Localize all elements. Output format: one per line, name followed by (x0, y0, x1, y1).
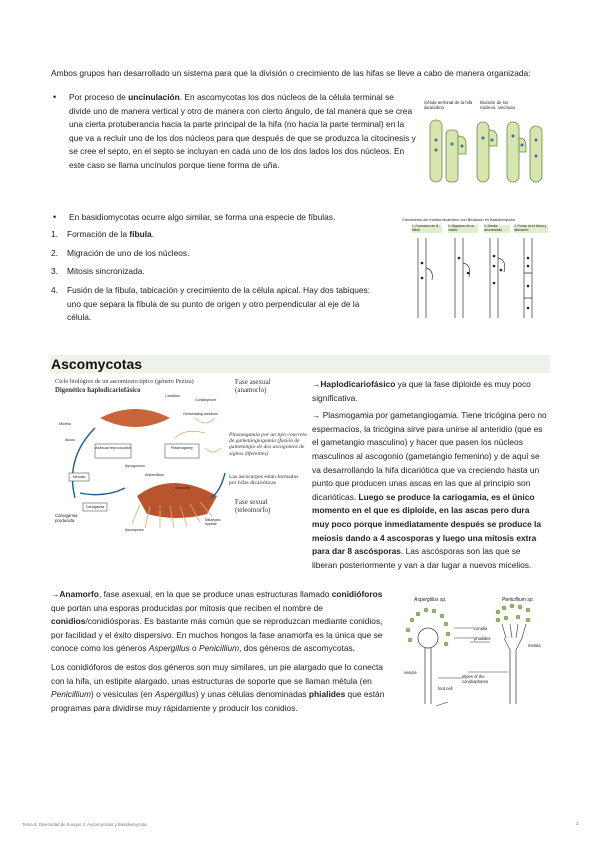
uncinulo-drawing (422, 100, 550, 188)
fig-conidia-label: conidia (474, 626, 488, 631)
cycle-label-asexual: Asexual reproduction (95, 446, 131, 450)
step-number: 2. (51, 248, 58, 258)
cycle-label-cariogamia: Cariogamia (85, 505, 105, 509)
uncinulacion-pre: Por proceso de (69, 92, 129, 102)
conidiophore-drawing (398, 590, 550, 716)
conidioforos-term: conidióforos (331, 589, 383, 599)
life-cycle-figure (55, 378, 305, 538)
cycle-label-ascospores: Ascospores (125, 528, 144, 532)
cycle-label-micelio: Micelio (59, 422, 71, 426)
step-3 (51, 265, 391, 279)
section-title-ascomycotas: Ascomycotas (50, 355, 550, 373)
fig-aspergillus-label: Aspergillus sp. (414, 597, 447, 603)
basidio-item (51, 211, 401, 225)
cycle-label-cariogamia-producida: Cariogamia producida (55, 513, 78, 523)
cycle-label-conidios: Conidios (165, 394, 180, 398)
genus-penicillium: Penicillium (199, 643, 240, 654)
cycle-title-2: Digenético haplodicariofásico (55, 387, 141, 394)
step-text: Mitosis sincronizada. (67, 266, 145, 276)
cycle-label-plasmogamy: Plasmogamy (171, 446, 193, 450)
cycle-label-germinating: Germinating conidium (183, 412, 218, 416)
page-number: 2 (576, 822, 579, 827)
uncinulacion-text: . En ascomycotas los dos núcleos de la célula terminal se divide uno de manera vertical y otro de manera con cierto ángulo, de tal manera que se crea una cierta protuberancia hacia la parte principal de la hifa (no hacia la parte terminal) en la que va a recluir uno de los dos núcleos para que después de que se produzca la citocinesis y se cree el septo, en el septo se incluyan en cada uno de los dos lados los dos núcleos. En este caso se llama uncínulos porque tiene forma de uña. (69, 92, 416, 170)
genus-penicillium: Penicillium (51, 689, 92, 700)
uncinulo-label-left: Célula terminal de la hifa dicariótica (424, 100, 473, 110)
haplo-block: →Haplodicariofásico ya que la fase diploide es muy poco significativa. → Plasmogamia por gametangiogamia. Tiene tricógina pero no espermacios, la tricógina sirve para unirse al anteridio (que es el gametangio masculino) y hacer que pasen los núcleos masculinos al ascogonio (gametangio femenino) y de aquí se va desarrollando la hifa dicariótica que va creciendo hasta un punto que producen unas ascas en las que al principio son dicarióticas. Luego se produce la cariogamia, es el único momento en el que es diploide, en las ascas pero dura muy poco porque inmediatamente después se produce la meiosis dando a 4 ascosporas y luego una mitosis extra para dar 8 ascósporas. Las ascósporas son las que se liberan posteriormente y van a dar lugar a nuevos micelios. (312, 379, 547, 570)
uncinulo-figure (422, 100, 550, 188)
step-number: 3. (51, 266, 58, 276)
step-number: 4. (51, 285, 58, 295)
cycle-label-conidiophore: Conidiophore (195, 398, 217, 402)
genus-aspergillus: Aspergillus (148, 643, 190, 654)
text: , fase asexual, en la que se produce unas estructuras llamado (98, 589, 332, 599)
text: Los conidióforos de estos dos géneros son muy similares, un pie alargado que lo conecta con la hifa, un estipite alargado, unas estructuras de soporte que se llaman métula (en (51, 661, 383, 686)
cycle-plasmogamia-note: Plasmogamia por un tipo concreto de gametangiogamia (fusión de gametangio de dos ascogonios de signos diferentes) (229, 432, 307, 457)
cycle-label-ascus: Ascus (65, 438, 75, 442)
step-text: Fusión de la fíbula, tabicación y crecimiento de la célula apical. Hay dos tabiques: uno que separa la fíbula de su punto de origen y otro perpendicular al eje de la célula. (67, 285, 371, 323)
fig-metula-label: metula (528, 643, 541, 648)
plasmo-text: → Plasmogamia por gametangiogamia. Tiene tricógina pero no espermacios, la tricógina sirve para unirse al anteridio (que es el gametangio masculino) y hacer que pasen los núcleos masculinos al ascogonio (gametangio femenino) y de aquí se va desarrollando la hifa dicariótica que va creciendo hasta un punto que producen unas ascas en las que al principio son dicarióticas. (312, 410, 547, 502)
fibula-step-3: 3. Mitosis sincronizada (484, 225, 510, 233)
genus-aspergillus: Aspergillus (154, 689, 196, 700)
cycle-fase-asexual: Fase asexual (anamorfo) (235, 378, 271, 394)
haplo-text: ya que la fase diploide es muy poco significativa. (312, 379, 531, 403)
cycle-title-1: Ciclo biológico de un ascomiceto típico (género Peziza) (55, 378, 194, 385)
uncinulo-label-right: División de los núcleos. Uncínulo (480, 100, 515, 110)
fibula-step-4: 4. Fusión de la fíbula y tabicación (514, 224, 547, 232)
plasmo-post: . Las ascósporas son las que se liberan posteriormente y van a dar lugar a nuevos micelios. (312, 546, 532, 570)
cycle-drawing (55, 378, 305, 538)
anamorfo-term: Anamorfo (59, 589, 99, 599)
text: , dos géneros de ascomycotas. (239, 643, 355, 654)
plasmo-bold: Luego se produce la cariogamia, es el único momento en el que es diploide, en las ascas pero dura muy poco porque inmediatamente después se produce la meiosis dando a 4 ascosporas y luego una mitosis extra para dar 8 ascósporas (312, 491, 541, 557)
fig-stipes-label: stipes of the conidiophores (462, 674, 489, 684)
step-post: . (151, 229, 155, 239)
bullet: • (53, 92, 57, 102)
fibula-drawing (400, 218, 550, 318)
step-number: 1. (51, 229, 58, 239)
bullet: • (53, 212, 57, 222)
cycle-label-meiosis: Meiosis (72, 475, 86, 479)
step-1 (51, 228, 391, 242)
intro-text: Ambos grupos han desarrollado un sistema para que la división o crecimiento de las hifas se lleve a cabo de manera organizada: (51, 68, 531, 78)
step-text: Formación de la (67, 229, 130, 239)
fig-vesicle-label: vesicle (404, 670, 417, 675)
uncinulacion-term: uncinulación (128, 92, 180, 102)
fig-phialides-label: phialides (474, 636, 491, 641)
basidio-text: En basidiomycotas ocurre algo similar, se forma una especie de fíbulas. (69, 212, 336, 222)
conidios-term: conidios (51, 616, 86, 627)
text: que portan una esporas producidas por mitosis que reciben el nombre de (51, 602, 323, 613)
uncinulacion-item (51, 91, 416, 173)
text: o (189, 643, 200, 654)
cycle-label-dikaryotic: Dikaryotic hyphae (205, 518, 221, 526)
step-2 (51, 247, 391, 261)
conidiophore-figure (398, 590, 550, 716)
step-bold: fíbula (129, 229, 152, 239)
cycle-label-antheridium: Antheridium (145, 473, 165, 477)
fibula-title: Crecimiento del micelio dicariótico con fibulación en Basidiomycota (402, 218, 515, 222)
haplo-term: Haplodicariofásico (320, 379, 396, 389)
anamorfo-block: →Anamorfo, fase asexual, en la que se produce unas estructuras llamado conidióforos que portan una esporas producidas por mitosis que reciben el nombre de conidios/conidiósporas. Es bastante más común que se reproduzcan mediante conidios, por facilidad y el éxito dispersivo. En muchos hongos la fase anamorfa es la única que se conoce como los géneros Aspergillus o Penicillium, dos géneros de ascomycotas. Los conidióforos de estos dos géneros son muy similares, un pie alargado que lo conecta con la hifa, un estipite alargado, unas estructuras de soporte que se llaman métula (en Penicillium) o vesículas (en Aspergillus) y unas células denominadas phialides que están programas para dividirse muy rápidamente y producir los conidios. (51, 589, 385, 713)
fig-footcell-label: foot cell (438, 686, 453, 691)
text: que están programas para dividirse muy rápidamente y producir los conidios. (51, 689, 385, 713)
fibula-figure (400, 218, 550, 318)
fibula-step-1: 1. Formación de la fíbula (412, 225, 442, 233)
text: ) o vesículas (en (91, 689, 155, 700)
phialides-term: phialides (308, 689, 346, 700)
text: /conidiósporas. Es bastante más común que se reproduzcan mediante conidios, por facilidad y el éxito dispersivo. En muchos hongos la fase anamorfa es la única que se conoce como los géneros (51, 616, 383, 654)
cycle-label-ascogonium: Ascogonium (125, 464, 145, 468)
fig-penicillium-label: Penicillium sp. (502, 597, 534, 603)
footer-text: Tema 6: Diversidad de hongos II, Ascomycotas y Basidiomycota. (22, 822, 148, 827)
cycle-hifas-note: Las ascocarpos están formados por hifas dicarióticas (229, 474, 299, 487)
cycle-label-ascocarp: Ascocarp (175, 486, 190, 490)
step-4 (51, 284, 381, 325)
cycle-fase-sexual: Fase sexual (teleomorfo) (235, 498, 271, 514)
fibula-step-2: 2. Migración de un núcleo (448, 225, 478, 233)
step-text: Migración de uno de los núcleos. (67, 248, 190, 258)
text: ) y unas células denominadas (195, 689, 309, 700)
